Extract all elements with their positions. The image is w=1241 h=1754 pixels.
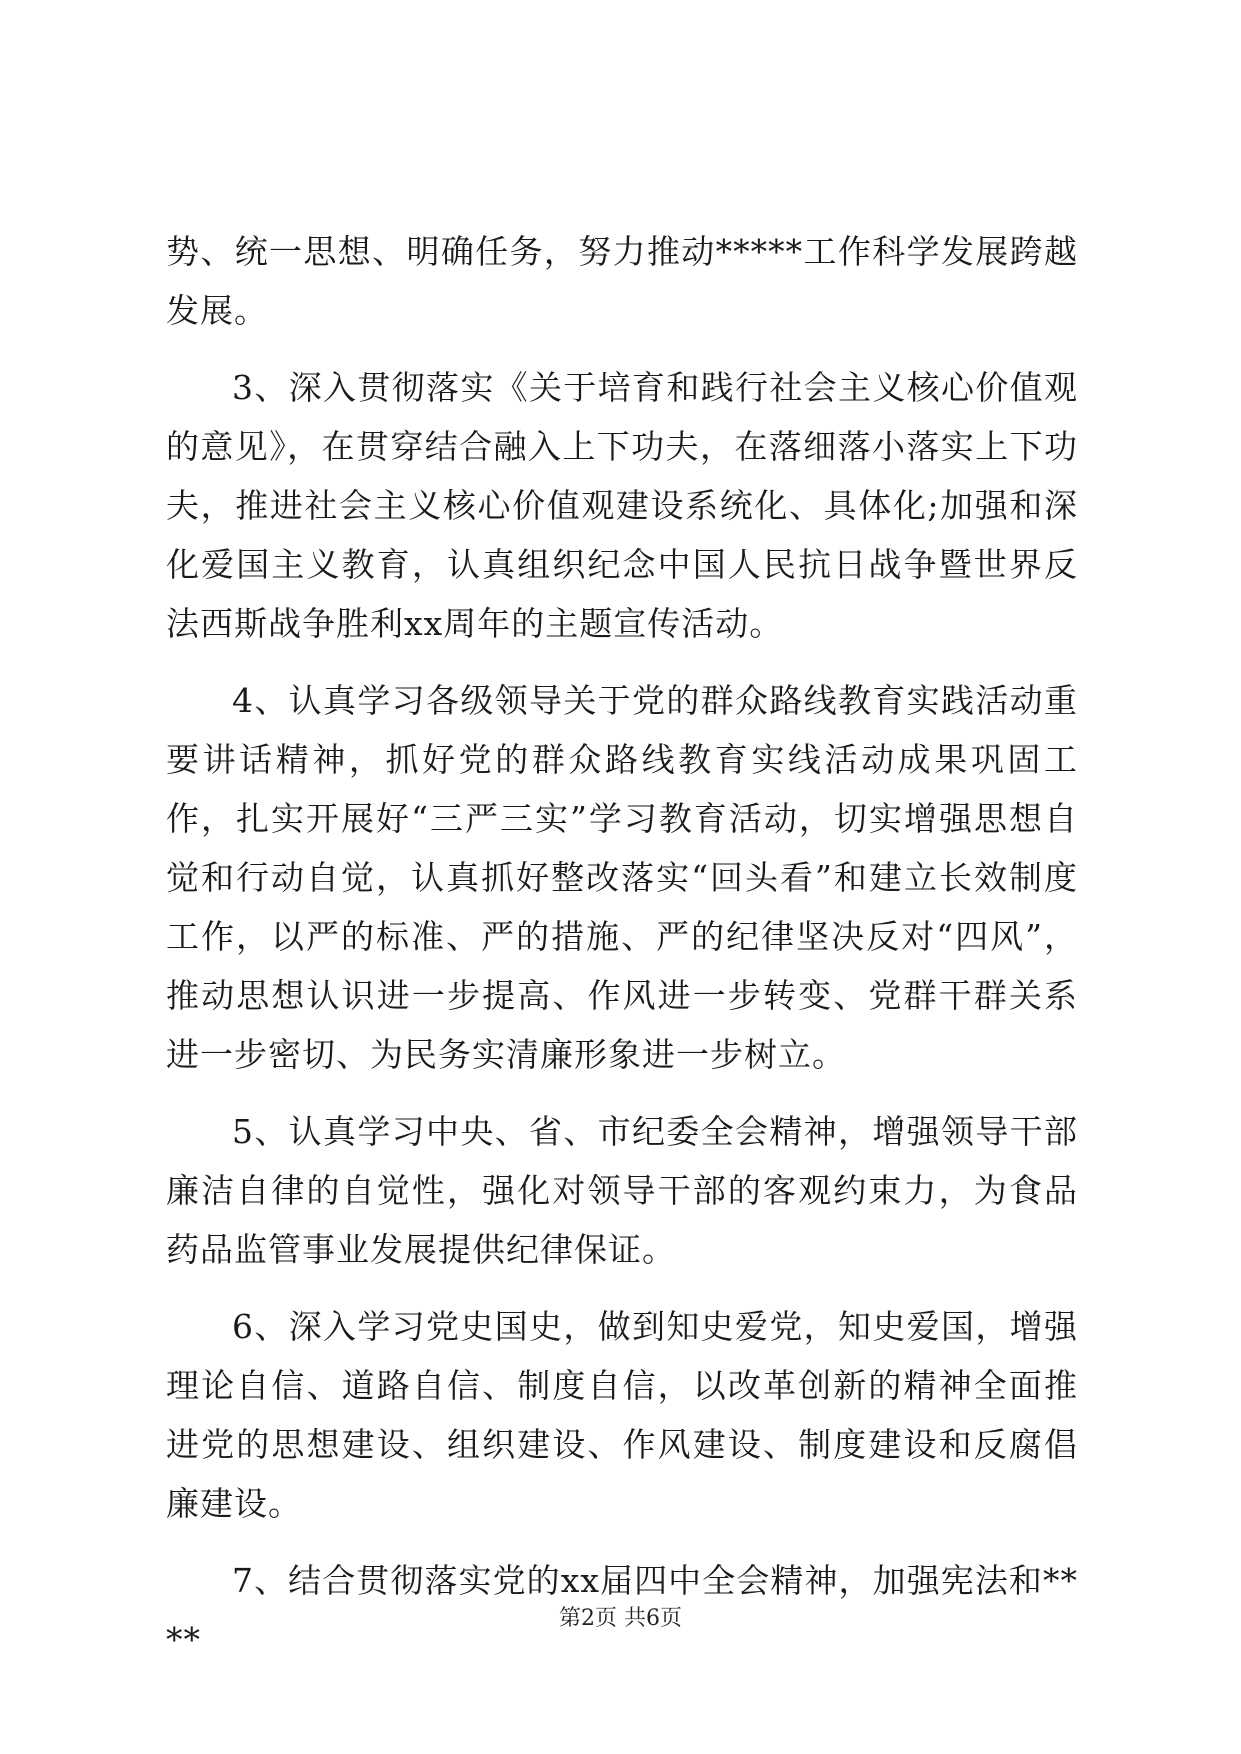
page-footer: 第2页 共6页 <box>559 1606 682 1631</box>
paragraph-item-7: 7、结合贯彻落实党的xx届四中全会精神，加强宪法和**** <box>166 1561 1078 1659</box>
document-body <box>166 222 1078 1687</box>
paragraph-continuation: 势、统一思想、明确任务，努力推动*****工作科学发展跨越发展。 <box>166 232 1078 330</box>
paragraph-item-5: 5、认真学习中央、省、市纪委全会精神，增强领导干部廉洁自律的自觉性，强化对领导干部的客观约束力，为食品药品监管事业发展提供纪律保证。 <box>166 1112 1078 1269</box>
paragraph-item-6: 6、深入学习党史国史，做到知史爱党，知史爱国，增强理论自信、道路自信、制度自信，以改革创新的精神全面推进党的思想建设、组织建设、作风建设、制度建设和反腐倡廉建设。 <box>166 1307 1078 1523</box>
paragraph-item-4: 4、认真学习各级领导关于党的群众路线教育实践活动重要讲话精神，抓好党的群众路线教育实线活动成果巩固工作，扎实开展好“三严三实”学习教育活动，切实增强思想自觉和行动自觉，认真抓好整改落实“回头看”和建立长效制度工作，以严的标准、严的措施、严的纪律坚决反对“四风”，推动思想认识进一步提高、作风进一步转变、党群干群关系进一步密切、为民务实清廉形象进一步树立。 <box>166 681 1078 1074</box>
paragraph-item-3: 3、深入贯彻落实《关于培育和践行社会主义核心价值观的意见》，在贯穿结合融入上下功夫，在落细落小落实上下功夫，推进社会主义核心价值观建设系统化、具体化;加强和深化爱国主义教育，认真组织纪念中国人民抗日战争暨世界反法西斯战争胜利xx周年的主题宣传活动。 <box>166 368 1078 643</box>
